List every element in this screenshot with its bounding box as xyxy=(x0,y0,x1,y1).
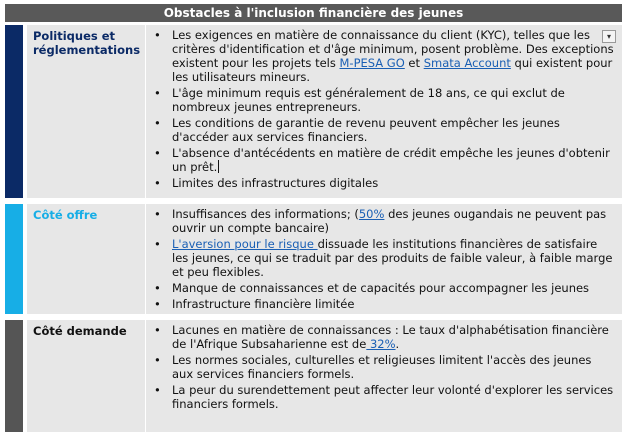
bullet-list xyxy=(150,207,616,313)
list-item: • Infrastructure financière limitée xyxy=(154,297,355,311)
content-cell xyxy=(146,25,622,198)
accent-bar-dark-gray xyxy=(5,320,23,432)
label-cell xyxy=(27,204,145,314)
accent-bar-dark-blue xyxy=(5,25,23,198)
row-label: Côté offre xyxy=(33,208,98,222)
list-item: • L'absence d'antécédents en matière de crédit empêche les jeunes d'obtenir un prêt. xyxy=(154,146,610,174)
link-smata-account[interactable]: Smata Account xyxy=(423,56,511,70)
link-50-percent[interactable]: 50% xyxy=(358,207,385,221)
link-mpesa-go[interactable]: M-PESA GO xyxy=(339,56,405,70)
bullet-list xyxy=(150,28,616,192)
row-label: Côté demande xyxy=(33,324,127,338)
list-item: • Lacunes en matière de connaissances : Le taux d'alphabétisation financière de l'Afrique Subsaharienne est de 32%. xyxy=(154,323,609,351)
label-cell xyxy=(27,320,145,432)
content-cell xyxy=(146,204,622,314)
list-item: • Manque de connaissances et de capacités pour accompagner les jeunes xyxy=(154,281,590,295)
list-item: • Insuffisances des informations; (50% des jeunes ougandais ne peuvent pas ouvrir un compte bancaire) xyxy=(154,207,607,235)
text-cursor xyxy=(218,160,219,173)
row-label: Politiques et réglementations xyxy=(33,29,141,57)
list-item: • L'aversion pour le risque dissuade les institutions financières de satisfaire les jeunes, ce qui se traduit par des produits de faible valeur, à faible marge et peu flexibles. xyxy=(154,237,613,279)
list-item: • L'âge minimum requis est généralement de 18 ans, ce qui exclut de nombreux jeunes entrepreneurs. xyxy=(154,86,565,114)
list-item: • Les exigences en matière de connaissance du client (KYC), telles que les critères d'identification et d'âge minimum, posent problème. Des exceptions existent pour les projets tels M-PESA GO et Smata Account qui existent pour les utilisateurs mineurs. xyxy=(154,28,614,84)
list-item: • Limites des infrastructures digitales xyxy=(154,176,379,190)
accent-bar-light-blue xyxy=(5,204,23,314)
row-cote-demande xyxy=(5,320,622,432)
dropdown-arrow-icon[interactable]: ▾ xyxy=(602,30,616,43)
row-cote-offre xyxy=(5,204,622,314)
table-title: Obstacles à l'inclusion financière des jeunes xyxy=(5,4,622,22)
row-politiques xyxy=(5,25,622,198)
link-aversion-risque[interactable]: L'aversion pour le risque xyxy=(172,237,318,251)
label-cell xyxy=(27,25,145,198)
list-item: • Les conditions de garantie de revenu peuvent empêcher les jeunes d'accéder aux services financiers. xyxy=(154,116,560,144)
list-item: • Les normes sociales, culturelles et religieuses limitent l'accès des jeunes aux services financiers formels. xyxy=(154,353,592,381)
list-item: • La peur du surendettement peut affecter leur volonté d'explorer les services financiers formels. xyxy=(154,383,614,411)
content-cell xyxy=(146,320,622,432)
link-32-percent[interactable]: 32% xyxy=(366,337,396,351)
bullet-list xyxy=(150,323,616,413)
